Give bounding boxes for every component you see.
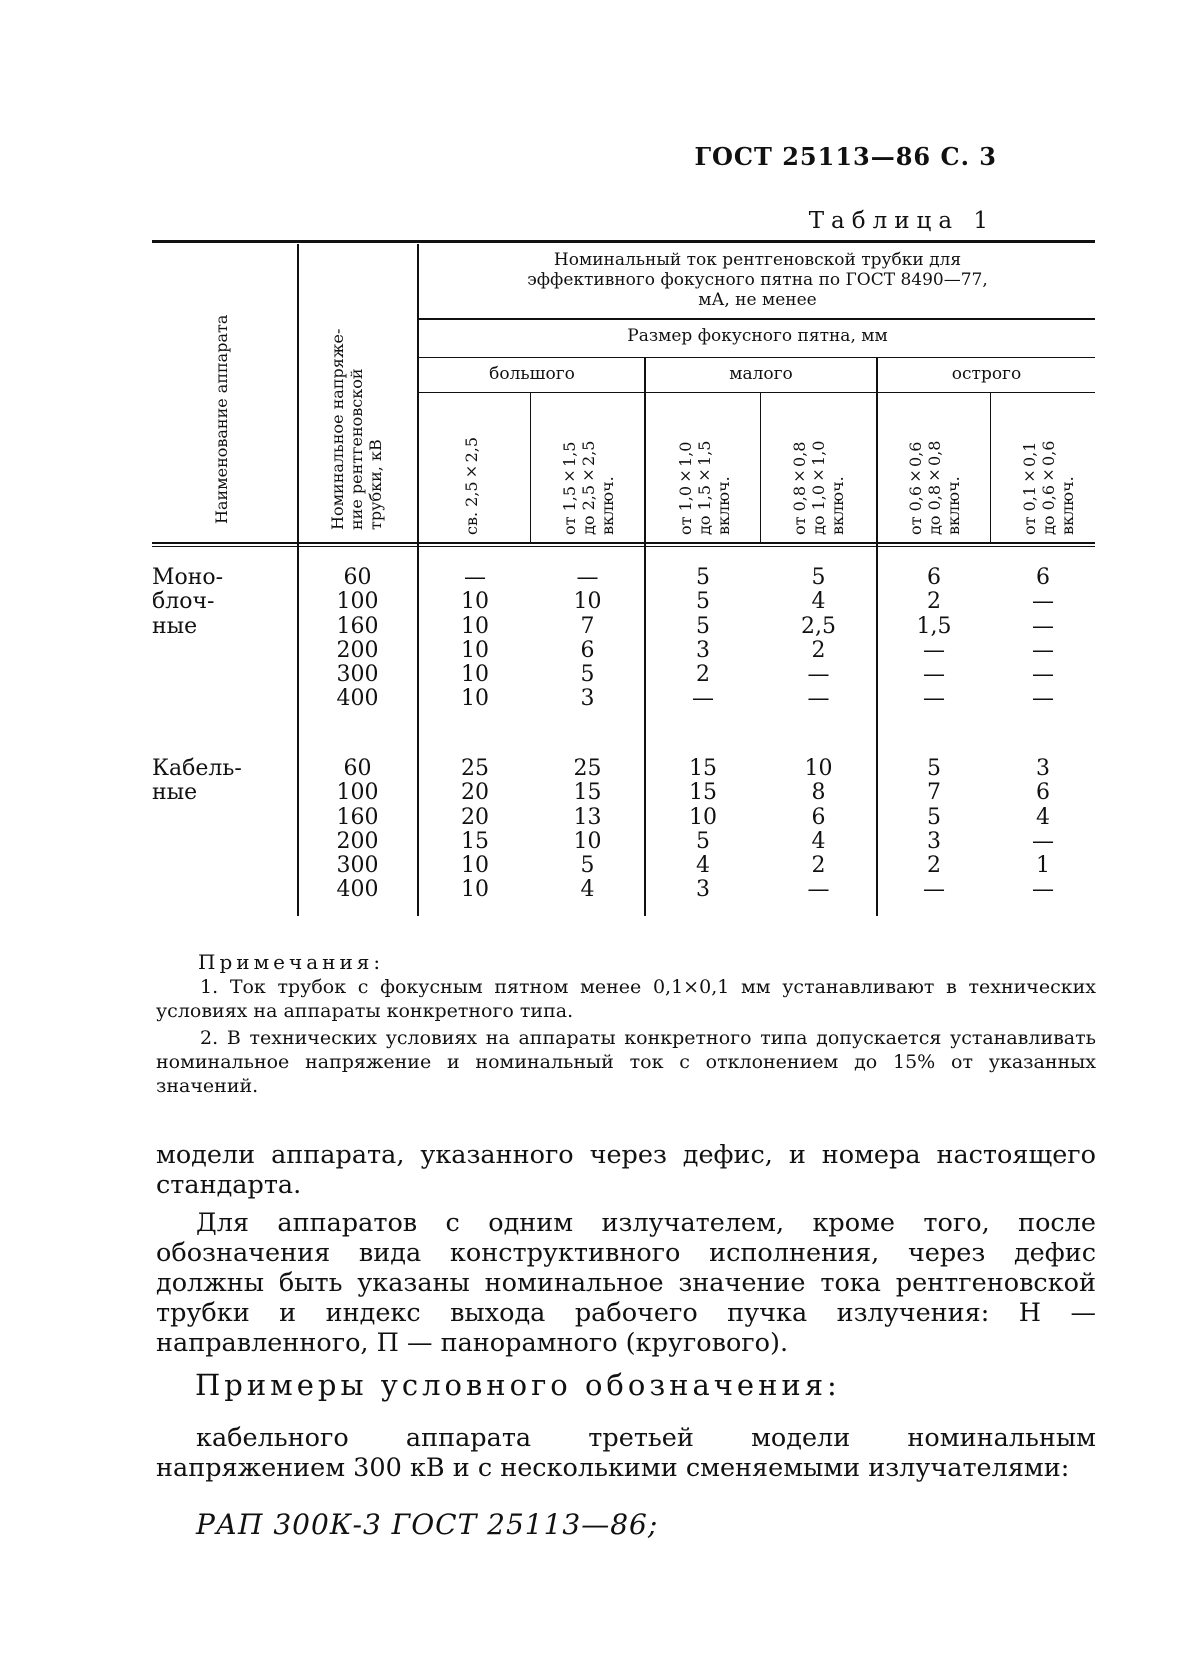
col-divider-5 [760, 393, 761, 543]
spot-size-rule [418, 357, 1095, 358]
section-values-cable-col2: 25 15 13 10 5 4 [573, 756, 602, 903]
col-divider-2 [417, 244, 419, 916]
group-small: малого [729, 364, 793, 384]
group-rule [418, 392, 1095, 393]
body-paragraph-3: кабельного аппарата третьей модели номинальным напряжением 300 кВ и с несколькими сменяемыми излучателями: [156, 1423, 1096, 1483]
table-top-rule [152, 240, 1095, 243]
section-name-monoblock: Моно- блоч- ные [152, 565, 224, 639]
section-values-monoblock-col2: — 10 7 6 5 3 [573, 565, 602, 712]
document-reference: ГОСТ 25113—86 С. 3 [694, 142, 997, 171]
subcolumn-header-3: от 1,0×1,0 до 1,5×1,5 включ. [676, 440, 733, 535]
col-divider-7 [990, 393, 991, 543]
col-divider-1 [297, 244, 299, 916]
note-1: 1. Ток трубок с фокусным пятном менее 0,1×0,1 мм устанавливают в технических условиях на аппараты конкретного типа. [156, 976, 1096, 1022]
apparatus-name-header: Наименование аппарата [212, 314, 231, 524]
current-header: Номинальный ток рентгеновской трубки для эффективного фокусного пятна по ГОСТ 8490—77, мА, не менее [527, 250, 988, 310]
section-values-cable-col1: 25 20 20 15 10 10 [461, 756, 489, 903]
subcolumn-header-6: от 0,1×0,1 до 0,6×0,6 включ. [1020, 440, 1077, 535]
subcolumn-header-5: от 0,6×0,6 до 0,8×0,8 включ. [906, 440, 963, 535]
section-voltages-monoblock: 60 100 160 200 300 400 [336, 565, 379, 712]
table-header-bottom-rule [152, 542, 1095, 544]
examples-heading: Примеры условного обозначения: [195, 1368, 841, 1402]
subcolumn-header-1: св. 2,5×2,5 [462, 436, 481, 535]
section-voltages-cable: 60 100 160 200 300 400 [336, 756, 379, 903]
table-header-bottom-rule-2 [152, 546, 1095, 547]
section-values-monoblock-col1: — 10 10 10 10 10 [461, 565, 489, 712]
subcolumn-header-4: от 0,8×0,8 до 1,0×1,0 включ. [790, 440, 847, 535]
section-values-monoblock-col5: 6 2 1,5 — — — [916, 565, 952, 712]
note-2: 2. В технических условиях на аппараты конкретного типа допускается устанавливать номинальное напряжение и номинальный ток с отклонением до 15% от указанных значений. [156, 1027, 1096, 1097]
section-values-cable-col4: 10 8 6 4 2 — [804, 756, 833, 903]
voltage-header: Номинальное напряже- ние рентгеновской трубки, кВ [328, 328, 385, 530]
section-name-cable: Кабель- ные [152, 756, 242, 806]
designation-example: РАП 300К-3 ГОСТ 25113—86; [196, 1508, 659, 1541]
subcolumn-header-2: от 1,5×1,5 до 2,5×2,5 включ. [560, 440, 617, 535]
spot-size-header: Размер фокусного пятна, мм [627, 326, 888, 346]
section-values-monoblock-col3: 5 5 5 3 2 — [692, 565, 714, 712]
table-caption: Таблица 1 [808, 208, 995, 234]
section-values-monoblock-col6: 6 — — — — — [1032, 565, 1054, 712]
current-header-rule [418, 318, 1095, 320]
body-paragraph-2: Для аппаратов с одним излучателем, кроме того, после обозначения вида конструктивного исполнения, через дефис должны быть указаны номинальное значение тока рентгеновской трубки и индекс выхода рабочего пучка излучения: Н — направленного, П — панорамного (кругового). [156, 1208, 1096, 1358]
group-large: большого [489, 364, 575, 384]
notes-title: Примечания: [198, 950, 385, 974]
section-values-monoblock-col4: 5 4 2,5 2 — — [801, 565, 836, 712]
col-divider-3 [530, 393, 531, 543]
section-values-cable-col6: 3 6 4 — 1 — [1032, 756, 1054, 903]
body-paragraph-1: модели аппарата, указанного через дефис, и номера настоящего стандарта. [156, 1140, 1096, 1200]
group-sharp: острого [951, 364, 1022, 384]
section-values-cable-col5: 5 7 5 3 2 — [923, 756, 945, 903]
section-values-cable-col3: 15 15 10 5 4 3 [689, 756, 717, 903]
